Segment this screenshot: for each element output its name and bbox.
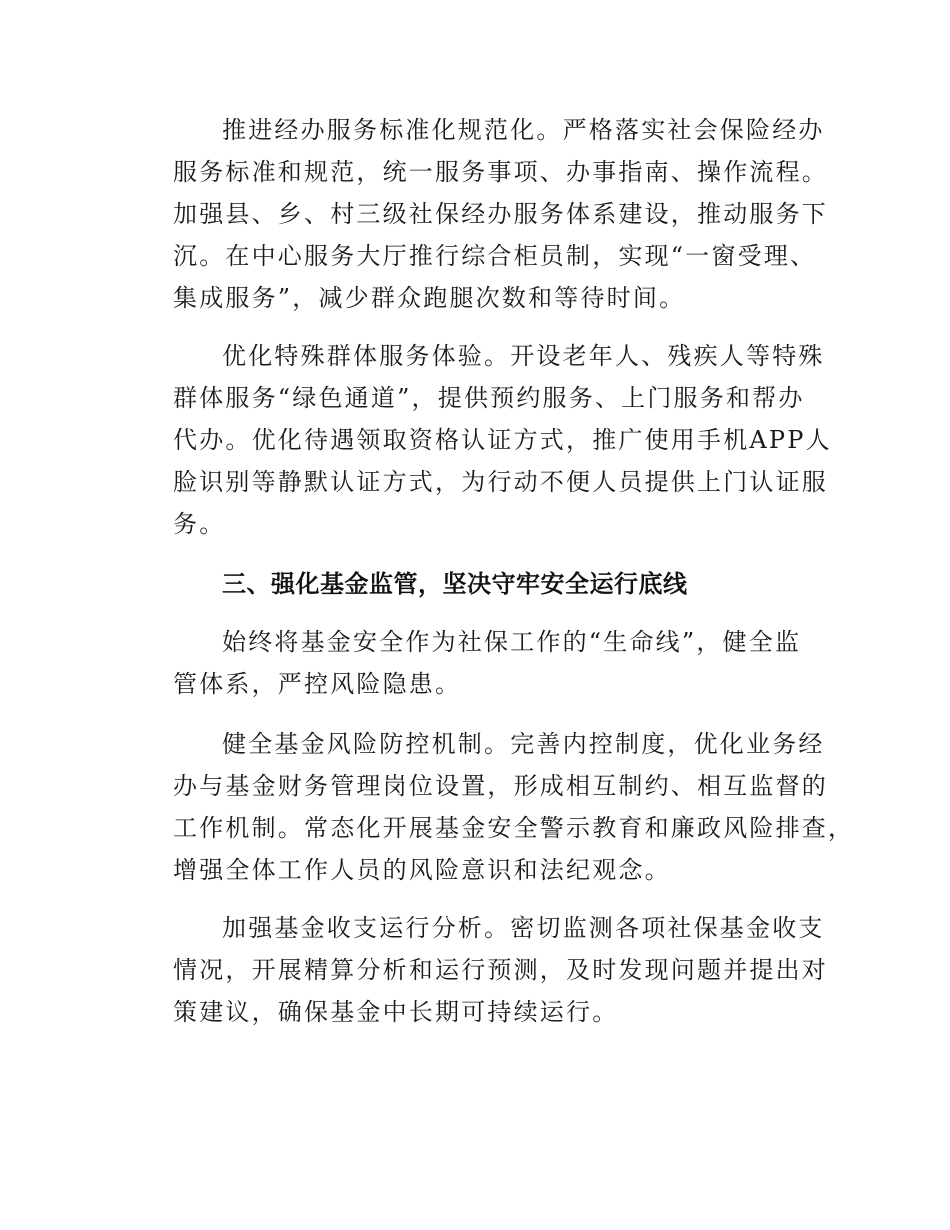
paragraph-4-line-2: 办与基金财务管理岗位设置，形成相互制约、相互监督的 (173, 772, 828, 800)
paragraph-4-line-4: 增强全体工作人员的风险意识和法纪观念。 (173, 856, 671, 884)
paragraph-2-line-3: 代办。优化待遇领取资格认证方式，推广使用手机APP人 (173, 426, 832, 454)
section-heading: 三、强化基金监管，坚决守牢安全运行底线 (222, 570, 688, 598)
paragraph-2-line-5: 务。 (173, 510, 226, 538)
paragraph-2-line-4: 脸识别等静默认证方式，为行动不便人员提供上门认证服 (173, 468, 828, 496)
paragraph-4-line-3: 工作机制。常态化开展基金安全警示教育和廉政风险排查， (173, 814, 855, 842)
paragraph-1-line-1: 推进经办服务标准化规范化。严格落实社会保险经办 (222, 116, 825, 144)
paragraph-1-line-5: 集成服务”，减少群众跑腿次数和等待时间。 (173, 284, 686, 312)
paragraph-3-line-1: 始终将基金安全作为社保工作的“生命线”，健全监 (222, 628, 802, 656)
paragraph-5-line-1: 加强基金收支运行分析。密切监测各项社保基金收支 (222, 914, 825, 942)
paragraph-3-line-2: 管体系，严控风险隐患。 (173, 670, 462, 698)
paragraph-1-line-3: 加强县、乡、村三级社保经办服务体系建设，推动服务下 (173, 200, 828, 228)
paragraph-2-line-1: 优化特殊群体服务体验。开设老年人、残疾人等特殊 (222, 342, 825, 370)
paragraph-4-line-1: 健全基金风险防控机制。完善内控制度，优化业务经 (222, 730, 825, 758)
paragraph-1-line-4: 沉。在中心服务大厅推行综合柜员制，实现“一窗受理、 (173, 242, 817, 270)
paragraph-5-line-3: 策建议，确保基金中长期可持续运行。 (173, 998, 619, 1026)
paragraph-2-line-2: 群体服务“绿色通道”，提供预约服务、上门服务和帮办 (173, 384, 805, 412)
paragraph-1-line-2: 服务标准和规范，统一服务事项、办事指南、操作流程。 (173, 158, 828, 186)
paragraph-5-line-2: 情况，开展精算分析和运行预测，及时发现问题并提出对 (173, 956, 828, 984)
